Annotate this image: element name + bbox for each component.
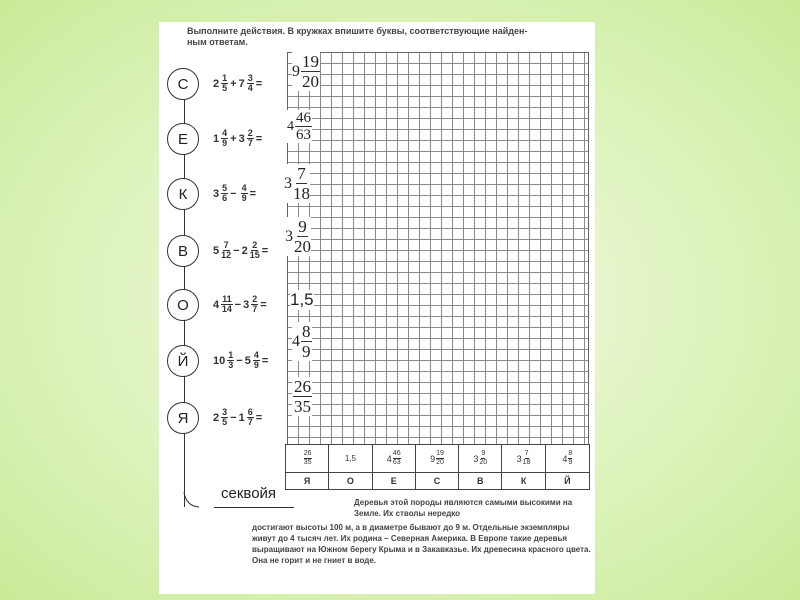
operand-1-denominator: 14 [221, 304, 232, 314]
answer-handwritten [292, 322, 312, 361]
table-fraction [523, 450, 531, 467]
answer-fraction [293, 377, 312, 416]
answer-table [285, 444, 590, 490]
table-denominator: 18 [522, 459, 531, 466]
answer-denominator: 20 [294, 237, 311, 256]
mixed-whole-2: 1 [238, 411, 245, 424]
answer-word: секвойя [221, 485, 277, 502]
expression [213, 241, 268, 260]
mixed-whole-2: 2 [241, 244, 248, 257]
operand-2-denominator: 9 [241, 193, 247, 203]
answer-whole: 3 [285, 227, 293, 245]
table-denominator: 63 [392, 459, 401, 466]
table-letter-cell: Й [564, 476, 571, 486]
operand-1-denominator: 12 [221, 250, 232, 260]
operand-1-fraction [221, 129, 228, 148]
instruction-line-2: ным ответам. [187, 37, 248, 47]
operand-1-numerator: 4 [222, 128, 228, 138]
answer-decimal: 1,5 [290, 290, 314, 309]
mixed-whole-1: 2 [213, 77, 220, 90]
table-letter-cell: О [329, 473, 372, 489]
operand-2-numerator: 2 [247, 128, 253, 138]
table-numerator: 26 [303, 450, 312, 457]
operand-2-fraction [253, 351, 260, 370]
table-denominator: 9 [568, 459, 573, 466]
story-part-2: достигают высоты 100 м, а в диаметре бывают до 9 м. Отдельные экземпляры живут до 4 тысяч лет. Их родина – Северная Америка. В Европе такие деревья выращивают на Южном берегу Крыма и в Закавказье. Их древесина красного цвета. Она не горит и не гниет в воде. [252, 523, 591, 565]
mixed-whole-1: 4 [213, 298, 220, 311]
answer-whole: 4 [292, 332, 300, 350]
mixed-whole-2: 3 [243, 298, 250, 311]
table-decimal: 1,5 [344, 454, 356, 463]
operand-2-fraction [241, 184, 248, 203]
operand-2-denominator: 7 [252, 304, 258, 314]
operand-2-numerator: 6 [247, 407, 253, 417]
equals-sign: = [261, 354, 269, 367]
answer-handwritten [287, 110, 312, 143]
operand-2-fraction [250, 241, 260, 260]
answer-numerator: 7 [297, 164, 306, 183]
answer-handwritten [292, 52, 320, 91]
instruction-line-1: Выполните действия. В кружках впишите буквы, соответствующие найден- [187, 26, 528, 36]
answer-numerator: 9 [298, 217, 307, 236]
operand-1-numerator: 7 [223, 240, 229, 250]
table-fraction [479, 450, 487, 467]
operand-1-numerator: 1 [222, 73, 228, 83]
equals-sign: = [255, 411, 263, 424]
letter-circle: Е [167, 123, 199, 155]
answer-handwritten [284, 164, 310, 203]
expression [213, 184, 256, 203]
table-numerator: 7 [524, 450, 529, 457]
grid-paper [287, 52, 589, 462]
operator: − [233, 244, 240, 257]
table-whole: 4 [562, 453, 568, 464]
operand-1-numerator: 11 [222, 294, 232, 304]
worksheet [159, 22, 595, 594]
table-numerator: 8 [568, 450, 573, 457]
answer-numerator: 8 [302, 322, 311, 341]
operand-1-fraction [221, 184, 228, 203]
equals-sign: = [261, 244, 269, 257]
mixed-whole-2: 7 [238, 77, 245, 90]
expression [213, 295, 267, 314]
answer-fraction [294, 217, 311, 256]
letter-circle: В [167, 235, 199, 267]
operand-1-fraction [221, 74, 228, 93]
table-denominator: 35 [303, 459, 312, 466]
operand-2-numerator: 2 [252, 240, 258, 250]
operand-2-numerator: 3 [247, 73, 253, 83]
table-letter-cell: В [459, 473, 502, 489]
mixed-whole-1: 2 [213, 411, 220, 424]
expression [213, 74, 262, 93]
operand-2-numerator: 2 [252, 294, 258, 304]
letter-circle: С [167, 68, 199, 100]
table-whole: 4 [386, 453, 392, 464]
expression [213, 408, 262, 427]
operand-2-fraction [251, 295, 258, 314]
operand-2-fraction [247, 408, 254, 427]
table-letter-cell: К [502, 473, 545, 489]
answer-denominator: 63 [296, 127, 311, 143]
operand-1-numerator: 5 [222, 183, 228, 193]
table-letter-cell: Е [373, 473, 416, 489]
letter-circle: К [167, 178, 199, 210]
operand-2-denominator: 7 [247, 417, 253, 427]
answer-fraction [301, 322, 312, 361]
table-whole: 3 [516, 453, 522, 464]
operand-2-fraction [247, 74, 254, 93]
operand-2-denominator: 4 [247, 83, 253, 93]
answer-fraction [295, 110, 312, 143]
operator: − [230, 187, 237, 200]
operand-1-denominator: 3 [228, 360, 234, 370]
letter-circle: Й [167, 345, 199, 377]
answer-fraction [301, 52, 320, 91]
table-letter-cell: Я [286, 473, 329, 489]
mixed-whole-2: 3 [238, 132, 245, 145]
equals-sign: = [255, 77, 263, 90]
table-denominator: 20 [436, 459, 444, 466]
mixed-whole-2: 5 [244, 354, 251, 367]
answer-whole: 9 [292, 62, 300, 80]
operand-1-denominator: 9 [222, 138, 228, 148]
table-fraction [568, 450, 572, 467]
answer-denominator: 20 [302, 72, 319, 91]
table-numerator: 9 [481, 450, 486, 457]
answer-denominator: 35 [294, 397, 311, 416]
equals-sign: = [255, 132, 263, 145]
table-value-cell [286, 445, 329, 473]
letter-circle: О [167, 289, 199, 321]
operator: − [236, 354, 243, 367]
table-whole: 9 [430, 453, 436, 464]
operand-2-fraction [247, 129, 254, 148]
operand-2-denominator: 15 [249, 250, 260, 260]
story-part-1: Деревья этой породы являются самыми высокими на Земле. Их стволы нередко [354, 498, 573, 518]
operand-1-denominator: 5 [222, 83, 228, 93]
table-fraction [436, 450, 444, 467]
table-fraction [304, 450, 312, 467]
equals-sign: = [249, 187, 257, 200]
operand-1-denominator: 5 [222, 417, 228, 427]
answer-whole: 3 [284, 174, 292, 192]
operand-1-fraction [221, 241, 231, 260]
operand-1-fraction [221, 408, 228, 427]
operand-1-fraction [227, 351, 234, 370]
table-letter-cell: С [416, 473, 459, 489]
answer-denominator: 18 [293, 184, 310, 203]
letter-circle: Я [167, 402, 199, 434]
answer-numerator: 26 [294, 377, 311, 396]
table-value-cell [373, 445, 416, 473]
answer-handwritten [285, 217, 311, 256]
mixed-whole-1: 1 [213, 132, 220, 145]
answer-numerator: 46 [296, 110, 311, 126]
operand-2-denominator: 9 [253, 360, 259, 370]
answer-line [214, 507, 294, 508]
operand-2-numerator: 4 [253, 350, 259, 360]
answer-handwritten [292, 377, 312, 416]
table-value-cell [502, 445, 545, 473]
operand-2-numerator: 4 [241, 183, 247, 193]
answer-handwritten [290, 290, 314, 310]
table-denominator: 20 [479, 459, 488, 466]
operator: + [230, 77, 237, 90]
mixed-whole-1: 3 [213, 187, 220, 200]
operand-1-numerator: 3 [222, 407, 228, 417]
operand-1-denominator: 6 [222, 193, 228, 203]
mixed-whole-1: 10 [213, 354, 226, 367]
chain-curve [159, 22, 242, 522]
table-value-cell [416, 445, 459, 473]
answer-denominator: 9 [302, 342, 311, 361]
table-numerator: 46 [392, 450, 401, 457]
expression [213, 351, 268, 370]
operator: − [230, 411, 237, 424]
table-value-cell [546, 445, 589, 473]
operator: + [230, 132, 237, 145]
table-value-cell [329, 445, 372, 473]
table-numerator: 19 [436, 450, 444, 457]
operator: − [234, 298, 242, 311]
expression [213, 129, 262, 148]
table-value-cell [459, 445, 502, 473]
answer-whole: 4 [287, 118, 294, 134]
operand-2-denominator: 7 [247, 138, 253, 148]
answer-numerator: 19 [302, 52, 319, 71]
equals-sign: = [260, 298, 267, 311]
operand-1-numerator: 1 [228, 350, 234, 360]
mixed-whole-1: 5 [213, 244, 220, 257]
instruction [187, 26, 587, 48]
table-whole: 3 [473, 453, 479, 464]
table-fraction [393, 450, 401, 467]
operand-1-fraction [221, 295, 233, 314]
answer-fraction [293, 164, 310, 203]
